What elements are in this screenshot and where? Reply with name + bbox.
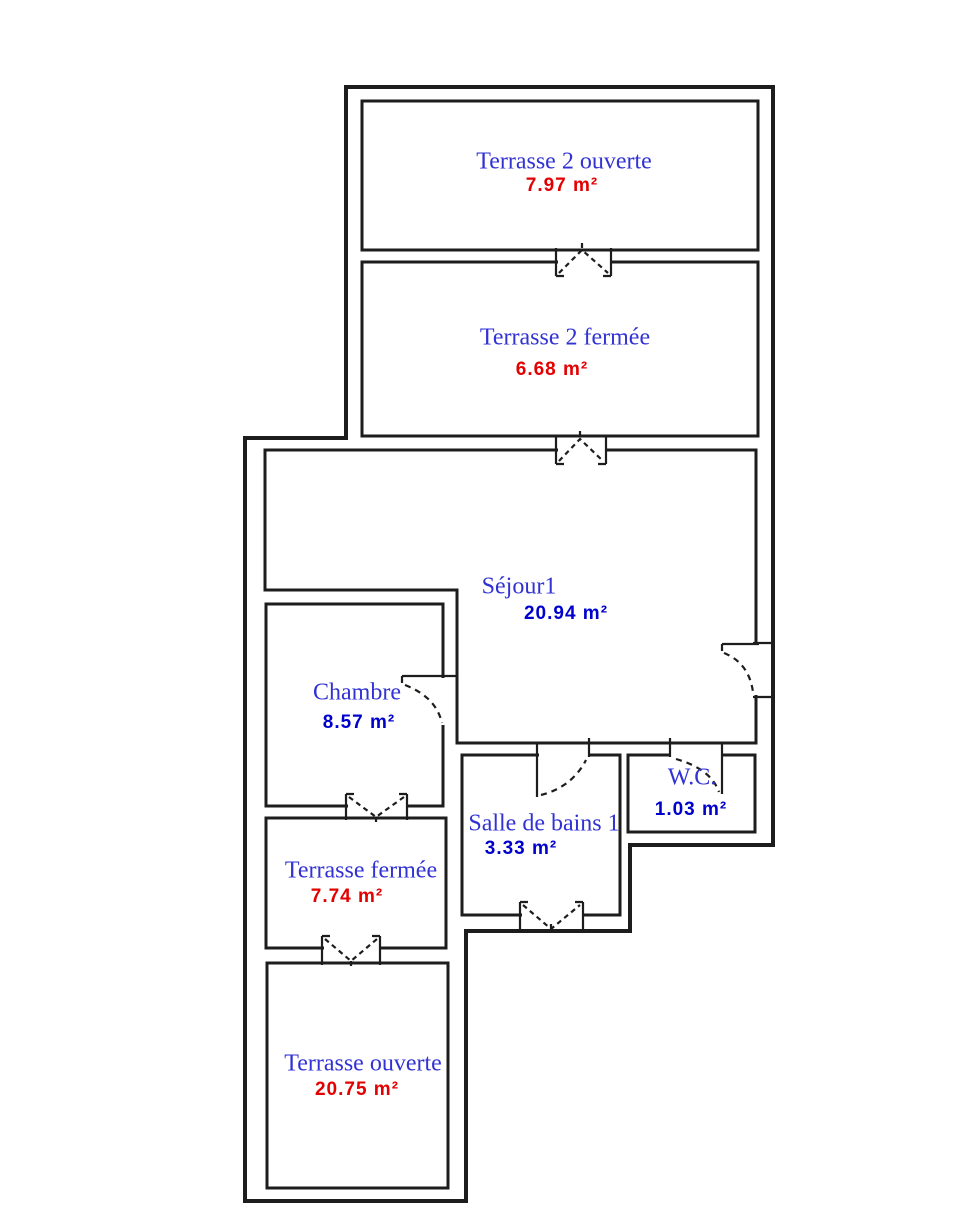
door-swing-icon-sejour-entry <box>722 643 775 697</box>
room-label-terrasse-ouverte: Terrasse ouverte <box>284 1050 442 1077</box>
room-label-terrasse-fermee: Terrasse fermée <box>284 857 438 884</box>
room-area-salle-de-bains-1: 3.33 m² <box>484 838 558 859</box>
room-area-wc: 1.03 m² <box>654 799 728 820</box>
room-area-sejour-1: 20.94 m² <box>523 603 609 624</box>
room-label-salle-de-bains-1: Salle de bains 1 <box>468 810 620 837</box>
room-label-terrasse-2-fermee: Terrasse 2 fermée <box>479 324 651 351</box>
room-area-terrasse-2-fermee: 6.68 m² <box>515 359 589 380</box>
room-label-sejour-1: Séjour1 <box>481 573 557 600</box>
room-label-terrasse-2-ouverte: Terrasse 2 ouverte <box>476 148 652 175</box>
room-area-terrasse-2-ouverte: 7.97 m² <box>525 175 599 196</box>
outer-wall <box>245 87 773 1201</box>
room-area-terrasse-ouverte: 20.75 m² <box>314 1079 400 1100</box>
room-label-chambre: Chambre <box>313 679 401 706</box>
room-area-terrasse-fermee: 7.74 m² <box>310 886 384 907</box>
room-area-chambre: 8.57 m² <box>322 712 396 733</box>
door-swing-icon-salle-de-bains <box>537 738 589 797</box>
room-label-wc: W.C. <box>667 764 717 791</box>
walls-group <box>245 87 773 1201</box>
door-swing-icon-chambre <box>402 676 458 723</box>
